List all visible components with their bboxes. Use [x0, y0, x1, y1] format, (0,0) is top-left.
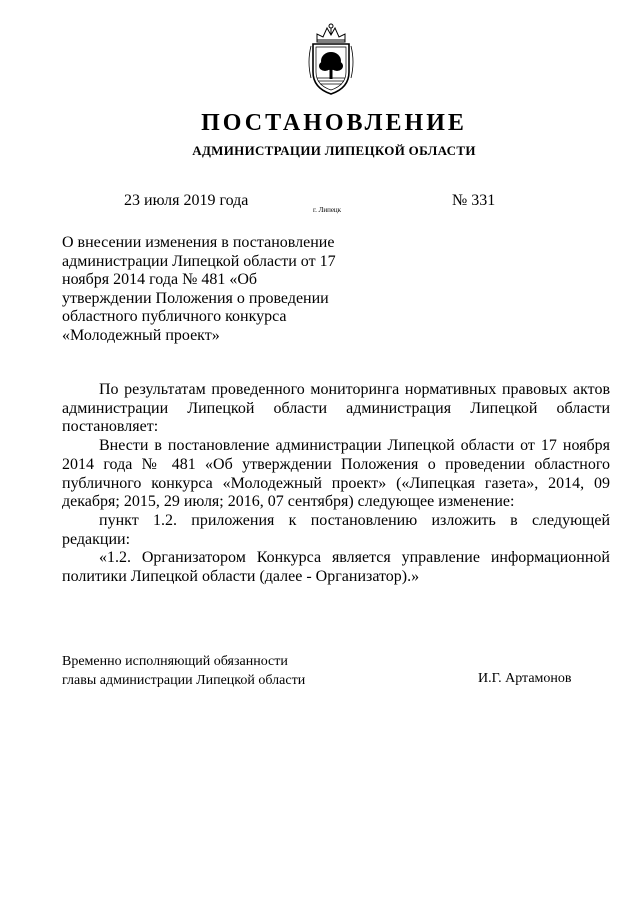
issuing-authority: АДМИНИСТРАЦИИ ЛИПЕЦКОЙ ОБЛАСТИ — [192, 143, 476, 158]
body-paragraph: По результатам проведенного мониторинга нормативных правовых актов администрации Липецкой области администрация Липецкой области постановляет: — [62, 381, 610, 436]
document-title: ПОСТАНОВЛЕНИЕ — [201, 110, 467, 136]
subject-line: областного публичного конкурса — [62, 308, 287, 326]
subject-line: О внесении изменения в постановление — [62, 234, 335, 251]
coat-of-arms-icon — [303, 22, 359, 98]
subject-line: ноября 2014 года № 481 «Об — [62, 271, 258, 289]
document-city: г. Липецк — [313, 206, 342, 214]
signatory-name: И.Г. Артамонов — [478, 671, 572, 686]
document-number: № 331 — [452, 192, 496, 209]
subject-line: администрации Липецкой области от 17 — [62, 252, 336, 270]
signatory-position — [62, 652, 305, 690]
subject-line: «Молодежный проект» — [62, 326, 220, 344]
document-subject — [62, 234, 347, 346]
document-body — [62, 381, 610, 587]
body-paragraph: «1.2. Организатором Конкурса является управление информационной политики Липецкой области (далее - Организатор).» — [62, 549, 610, 586]
signatory-position-line: Временно исполняющий обязанности — [62, 654, 288, 669]
body-paragraph: пункт 1.2. приложения к постановлению изложить в следующей редакции: — [62, 511, 610, 548]
body-paragraph: Внести в постановление администрации Липецкой области от 17 ноября 2014 года № 481 «Об утверждении Положения о проведении областного публичного конкурса «Молодежный проект» («Липецкая газета», 2014, 09 декабря; 2015, 29 июля; 2016, 07 сентября) следующее изменение: — [62, 437, 610, 511]
document-date: 23 июля 2019 года — [124, 192, 249, 209]
subject-line: утверждении Положения о проведении — [62, 289, 329, 307]
signatory-position-line: главы администрации Липецкой области — [62, 673, 306, 688]
